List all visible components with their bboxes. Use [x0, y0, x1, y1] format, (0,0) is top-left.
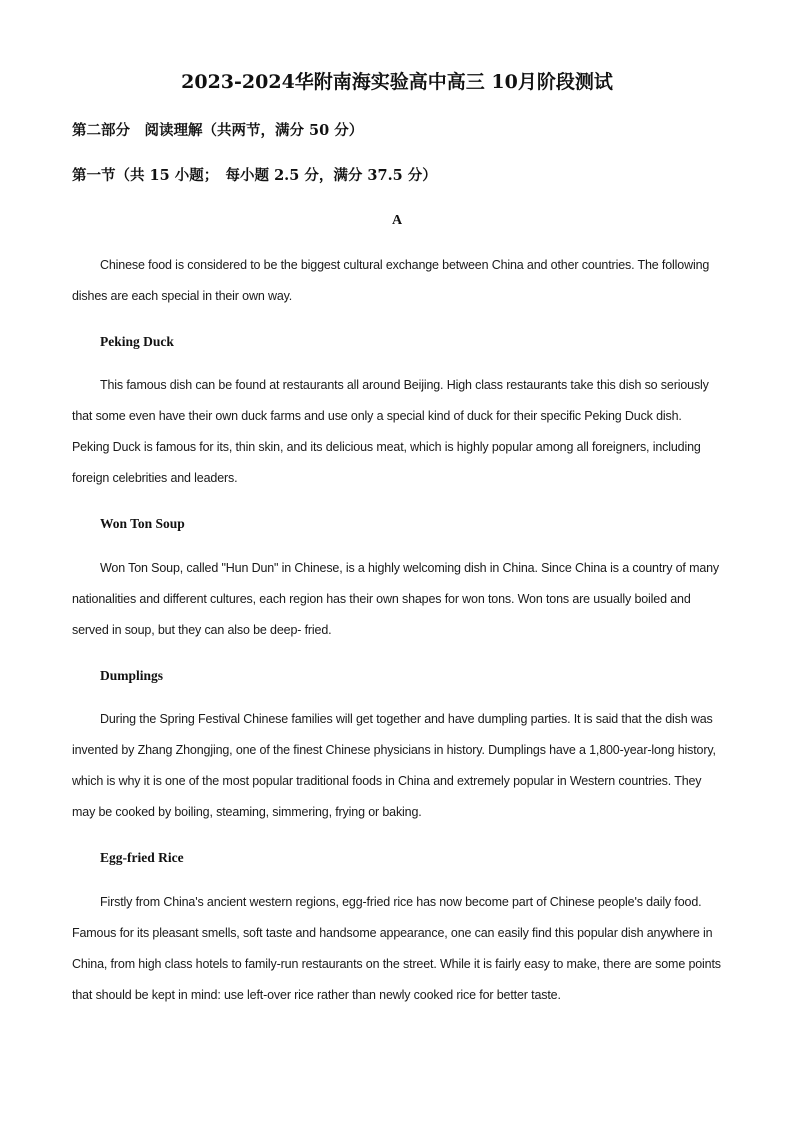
part-heading: 第二部分 阅读理解（共两节，满分 50 分） — [72, 122, 364, 139]
exam-title: 2023-2024华附南海实验高中高三 10月阶段测试 — [181, 71, 613, 93]
passage-letter: A — [391, 213, 403, 228]
intro-paragraph: Chinese food is considered to be the biggest cultural exchange between China and other countries. The following dishes are each special in their own way. — [72, 258, 710, 303]
dish-heading-dumplings: Dumplings — [100, 668, 164, 683]
dish-text-peking-duck: This famous dish can be found at restaurants all around Beijing. High class restaurants take this dish so seriously that some even have their own duck farms and use only a special kind of duck for their specific Peking Duck dish. Peking Duck is famous for its, thin skin, and its delicious meat, which is highly popular among all foreigners, including foreign celebrities and leaders. — [72, 378, 709, 485]
dish-text-won-ton-soup: Won Ton Soup, called "Hun Dun" in Chinese, is a highly welcoming dish in China. Since China is a country of many nationalities and different cultures, each region has their own shapes for won tons. Won tons are usually boiled and served in soup, but they can also be deep- fried. — [72, 561, 720, 637]
dish-heading-won-ton-soup: Won Ton Soup — [100, 516, 185, 531]
dish-text-dumplings: During the Spring Festival Chinese families will get together and have dumpling parties. It is said that the dish was invented by Zhang Zhongjing, one of the finest Chinese physicians in history. Dumplings have a 1,800-year-long history, which is why it is one of the most popular traditional foods in China and extremely popular in Western countries. They may be cooked by boiling, steaming, simmering, frying or baking. — [72, 712, 716, 819]
dish-heading-peking-duck: Peking Duck — [100, 334, 174, 349]
dish-heading-egg-fried-rice: Egg-fried Rice — [100, 850, 184, 865]
section-heading: 第一节（共 15 小题； 每小题 2.5 分，满分 37.5 分） — [72, 167, 437, 184]
dish-text-egg-fried-rice: Firstly from China's ancient western regions, egg-fried rice has now become part of Chinese people's daily food. Famous for its pleasant smells, soft taste and handsome appearance, one can easily find this popular dish anywhere in China, from high class hotels to family-run restaurants on the street. While it is fairly easy to make, there are some points that should be kept in mind: use left-over rice rather than newly cooked rice for better taste. — [72, 895, 721, 1002]
